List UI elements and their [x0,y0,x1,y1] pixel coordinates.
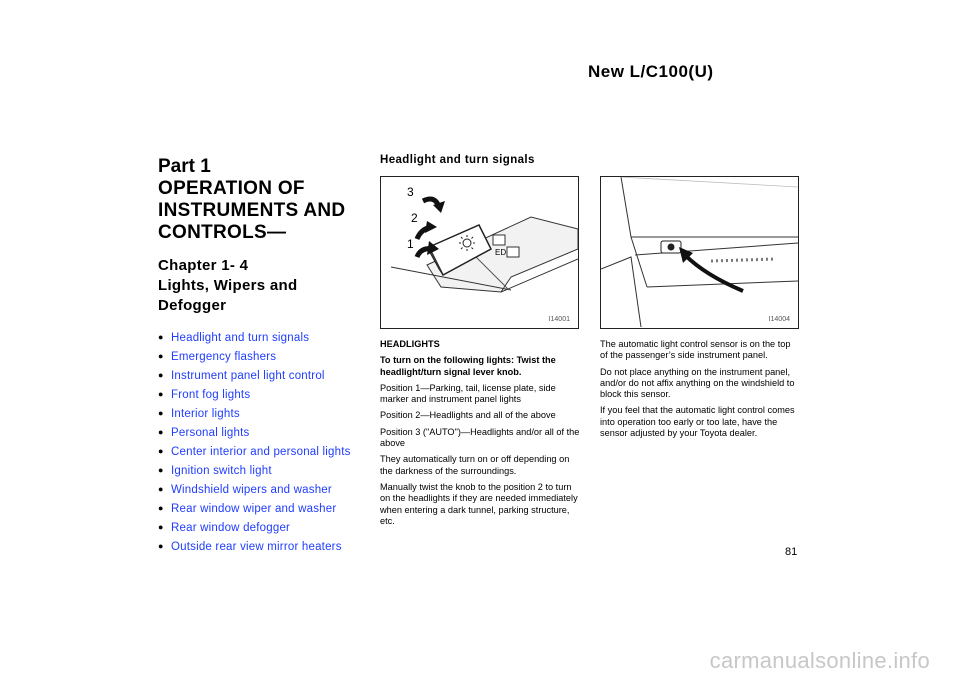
headlights-subhead: HEADLIGHTS [380,339,440,349]
toc-link[interactable]: Center interior and personal lights [171,446,351,458]
toc-item[interactable] [158,328,368,347]
section-title: Headlight and turn signals [380,154,535,166]
sensor-location-illustration [601,177,798,328]
toc-item[interactable] [158,404,368,423]
toc-link[interactable]: Front fog lights [171,389,251,401]
bullet-icon: ● [158,484,164,494]
part-title-line: CONTROLS— [158,222,287,243]
toc-item[interactable] [158,461,368,480]
toc-item[interactable] [158,366,368,385]
toc-link[interactable]: Interior lights [171,408,240,420]
part-title-line: INSTRUMENTS AND [158,200,346,221]
chapter-title [158,256,368,316]
bullet-icon: ● [158,465,164,475]
toc-item[interactable] [158,347,368,366]
toc-link[interactable]: Emergency flashers [171,351,277,363]
bullet-icon: ● [158,522,164,532]
headlights-text [380,339,580,532]
part-label: Part 1 [158,156,211,177]
body-paragraph: Manually twist the knob to the position 2 to turn on the headlights if they are needed immediately when entering a dark tunnel, parking structure, etc. [380,481,578,526]
toc-item[interactable] [158,442,368,461]
part-title [158,178,368,244]
toc-link[interactable]: Instrument panel light control [171,370,325,382]
body-paragraph: Position 2—Headlights and all of the above [380,410,556,421]
watermark: carmanualsonline.info [709,648,930,673]
headlight-lever-illustration [381,177,578,328]
toc-item[interactable] [158,385,368,404]
chapter-title-line: Lights, Wipers and [158,277,298,294]
sensor-location-figure [600,176,799,329]
chapter-title-line: Chapter 1- 4 [158,257,249,274]
body-paragraph: If you feel that the automatic light control comes into operation too early or too late, have the sensor adjusted by your Toyota dealer. [600,405,795,439]
body-paragraph: Position 3 ("AUTO")—Headlights and/or all of the above [380,426,580,449]
toc-link[interactable]: Rear window wiper and washer [171,503,337,515]
toc-link[interactable]: Outside rear view mirror heaters [171,541,342,553]
toc-item[interactable] [158,499,368,518]
toc-list [158,328,368,556]
bullet-icon: ● [158,332,164,342]
bullet-icon: ● [158,503,164,513]
headlight-lever-figure [380,176,579,329]
body-paragraph: They automatically turn on or off depending on the darkness of the surroundings. [380,454,570,476]
position-label-2: 2 [411,211,418,225]
toc-link[interactable]: Windshield wipers and washer [171,484,332,496]
bullet-icon: ● [158,370,164,380]
toc-link[interactable]: Personal lights [171,427,250,439]
toc-link[interactable]: Headlight and turn signals [171,332,310,344]
toc-item[interactable] [158,480,368,499]
page-number: 81 [785,546,798,558]
position-label-1: 1 [407,237,414,251]
toc-link[interactable]: Rear window defogger [171,522,291,534]
body-paragraph: Do not place anything on the instrument panel, and/or do not affix anything on the windshield to block this sensor. [600,366,795,400]
chapter-sidebar [158,156,368,556]
bullet-icon: ● [158,427,164,437]
part-title-line: OPERATION OF [158,178,305,199]
bullet-icon: ● [158,446,164,456]
instruction-intro: To turn on the following lights: Twist the headlight/turn signal lever knob. [380,355,556,377]
body-paragraph: Position 1—Parking, tail, license plate, side marker and instrument panel lights [380,382,556,405]
toc-item[interactable] [158,537,368,556]
model-code: New L/C100(U) [588,62,714,81]
svg-text:ED: ED [495,248,507,257]
toc-link[interactable]: Ignition switch light [171,465,272,477]
bullet-icon: ● [158,389,164,399]
sensor-text [600,339,800,444]
bullet-icon: ● [158,541,164,551]
toc-item[interactable] [158,518,368,537]
bullet-icon: ● [158,408,164,418]
toc-item[interactable] [158,423,368,442]
chapter-title-line: Defogger [158,297,227,314]
body-paragraph: The automatic light control sensor is on the top of the passenger’s side instrument panel. [600,339,791,361]
bullet-icon: ● [158,351,164,361]
position-label-3: 3 [407,185,414,199]
figure-code: I14001 [548,316,570,323]
figure-code: I14004 [768,316,790,323]
